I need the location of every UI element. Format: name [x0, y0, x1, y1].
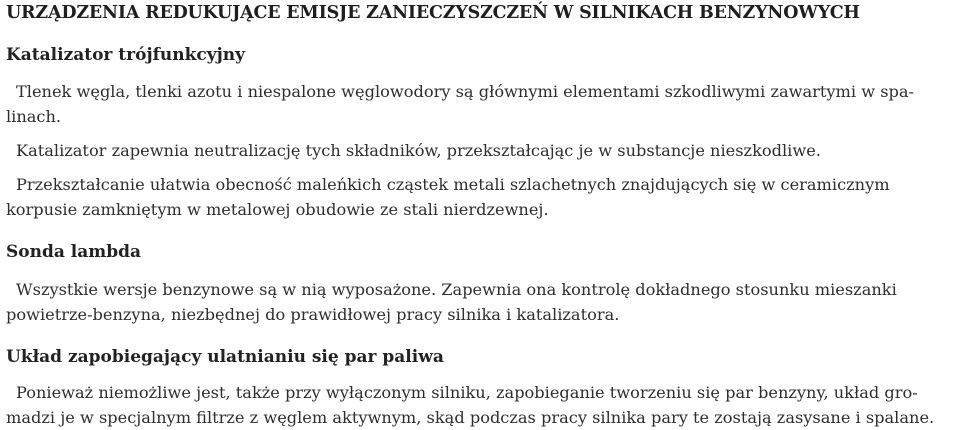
section-heading-evap: Układ zapobiegający ulatnianiu się par paliwa	[6, 347, 444, 367]
paragraph-line: madzi je w specjalnym filtrze z węglem aktywnym, skąd podczas pracy silnika pary te zostają zasysane i spalane.	[6, 408, 935, 427]
section-heading-catalyst: Katalizator trójfunkcyjny	[6, 45, 246, 65]
paragraph-line: powietrze-benzyna, niezbędnej do prawidłowej pracy silnika i katalizatora.	[6, 305, 620, 324]
paragraph	[6, 172, 954, 222]
paragraph	[6, 380, 954, 430]
paragraph-line: Przekształcanie ułatwia obecność maleńkich cząstek metali szlachetnych znajdujących się w ceramicznym	[16, 175, 890, 194]
section-heading-lambda: Sonda lambda	[6, 242, 142, 262]
paragraph	[6, 138, 954, 163]
document-title: URZĄDZENIA REDUKUJĄCE EMISJE ZANIECZYSZCZEŃ W SILNIKACH BENZYNOWYCH	[6, 3, 860, 23]
paragraph	[6, 79, 954, 129]
paragraph-line: korpusie zamkniętym w metalowej obudowie ze stali nierdzewnej.	[6, 200, 549, 219]
paragraph-line: Wszystkie wersje benzynowe są w nią wyposażone. Zapewnia ona kontrolę dokładnego stosunku mieszanki	[16, 280, 897, 299]
paragraph-line: Tlenek węgla, tlenki azotu i niespalone węglowodory są głównymi elementami szkodliwymi zawartymi w spa-	[16, 82, 915, 101]
paragraph	[6, 277, 954, 327]
paragraph-line: linach.	[6, 107, 62, 126]
paragraph-line: Katalizator zapewnia neutralizację tych składników, przekształcając je w substancje nieszkodliwe.	[16, 141, 821, 160]
paragraph-line: Ponieważ niemożliwe jest, także przy wyłączonym silniku, zapobieganie tworzeniu się par benzyny, układ gro-	[16, 383, 918, 402]
